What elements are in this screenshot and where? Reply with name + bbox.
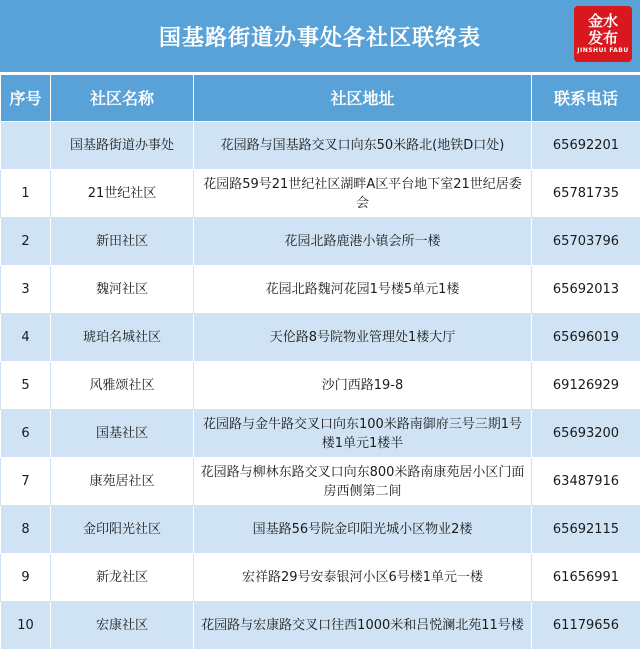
cell-seq: 10 xyxy=(1,602,51,650)
header-name: 社区名称 xyxy=(51,75,194,122)
cell-seq: 8 xyxy=(1,506,51,554)
cell-seq: 5 xyxy=(1,362,51,410)
logo-line1: 金水 xyxy=(588,13,618,30)
table-row xyxy=(1,218,640,266)
cell-community-name: 国基路街道办事处 xyxy=(51,122,194,170)
table-row xyxy=(1,362,640,410)
community-contact-table xyxy=(0,74,640,650)
table-row xyxy=(1,410,640,458)
cell-address: 花园路与柳林东路交叉口向东800米路南康苑居小区门面房西侧第二间 xyxy=(194,458,532,506)
cell-community-name: 国基社区 xyxy=(51,410,194,458)
table-header-row xyxy=(1,75,640,122)
table-row xyxy=(1,458,640,506)
cell-phone: 65692115 xyxy=(532,506,640,554)
cell-phone: 61179656 xyxy=(532,602,640,650)
table-row xyxy=(1,122,640,170)
table-row xyxy=(1,170,640,218)
page-title: 国基路街道办事处各社区联络表 xyxy=(159,21,481,52)
cell-phone: 65696019 xyxy=(532,314,640,362)
cell-community-name: 琥珀名城社区 xyxy=(51,314,194,362)
cell-seq: 9 xyxy=(1,554,51,602)
cell-seq: 6 xyxy=(1,410,51,458)
cell-phone: 65703796 xyxy=(532,218,640,266)
cell-address: 沙门西路19-8 xyxy=(194,362,532,410)
cell-phone: 65692013 xyxy=(532,266,640,314)
header-phone: 联系电话 xyxy=(532,75,640,122)
cell-seq: 3 xyxy=(1,266,51,314)
header-seq: 序号 xyxy=(1,75,51,122)
cell-seq: 1 xyxy=(1,170,51,218)
title-bar xyxy=(0,0,640,72)
table-row xyxy=(1,506,640,554)
table-row xyxy=(1,554,640,602)
header-address: 社区地址 xyxy=(194,75,532,122)
cell-community-name: 魏河社区 xyxy=(51,266,194,314)
cell-community-name: 风雅颂社区 xyxy=(51,362,194,410)
logo-subtitle: JINSHUI FABU xyxy=(577,47,629,55)
cell-community-name: 新龙社区 xyxy=(51,554,194,602)
cell-address: 天伦路8号院物业管理处1楼大厅 xyxy=(194,314,532,362)
cell-community-name: 康苑居社区 xyxy=(51,458,194,506)
cell-phone: 65692201 xyxy=(532,122,640,170)
logo-line2: 发布 xyxy=(588,30,618,47)
table-row xyxy=(1,314,640,362)
cell-phone: 69126929 xyxy=(532,362,640,410)
cell-phone: 65693200 xyxy=(532,410,640,458)
cell-community-name: 21世纪社区 xyxy=(51,170,194,218)
table-row xyxy=(1,602,640,650)
cell-address: 花园路59号21世纪社区湖畔A区平台地下室21世纪居委会 xyxy=(194,170,532,218)
cell-address: 花园路与国基路交叉口向东50米路北(地铁D口处) xyxy=(194,122,532,170)
cell-seq: 2 xyxy=(1,218,51,266)
cell-address: 花园北路魏河花园1号楼5单元1楼 xyxy=(194,266,532,314)
cell-seq xyxy=(1,122,51,170)
cell-address: 花园北路鹿港小镇会所一楼 xyxy=(194,218,532,266)
cell-seq: 7 xyxy=(1,458,51,506)
cell-phone: 63487916 xyxy=(532,458,640,506)
cell-address: 花园路与金牛路交叉口向东100米路南御府三号三期1号楼1单元1楼半 xyxy=(194,410,532,458)
cell-address: 花园路与宏康路交叉口往西1000米和吕悦澜北苑11号楼 xyxy=(194,602,532,650)
cell-address: 国基路56号院金印阳光城小区物业2楼 xyxy=(194,506,532,554)
cell-community-name: 新田社区 xyxy=(51,218,194,266)
cell-address: 宏祥路29号安泰银河小区6号楼1单元一楼 xyxy=(194,554,532,602)
cell-community-name: 金印阳光社区 xyxy=(51,506,194,554)
cell-seq: 4 xyxy=(1,314,51,362)
cell-community-name: 宏康社区 xyxy=(51,602,194,650)
cell-phone: 65781735 xyxy=(532,170,640,218)
table-body xyxy=(1,122,640,650)
jinshui-fabu-logo xyxy=(574,6,632,62)
cell-phone: 61656991 xyxy=(532,554,640,602)
table-row xyxy=(1,266,640,314)
